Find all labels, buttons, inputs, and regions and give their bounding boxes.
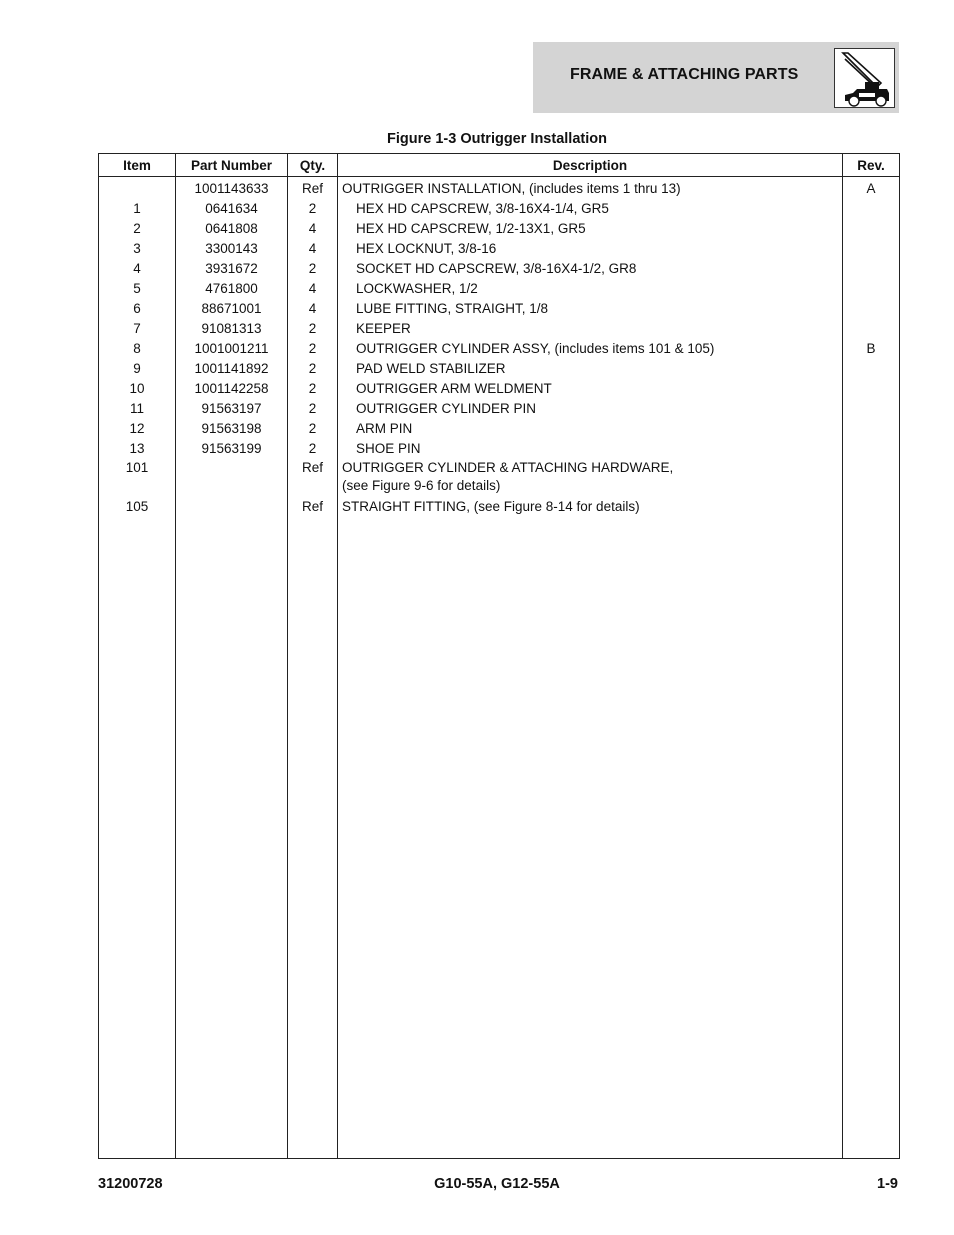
item-cell: 105	[125, 499, 149, 514]
rev-cell	[843, 459, 899, 497]
rev-cell	[843, 199, 899, 219]
description-cell	[338, 459, 842, 497]
qty-cell: 2	[308, 321, 317, 336]
part-number-cell: 91081313	[201, 321, 262, 336]
item-cell: 7	[133, 321, 141, 336]
column-header-qty: Qty.	[288, 154, 338, 177]
qty-cell: 2	[308, 421, 317, 436]
part-number-cell: 1001141892	[194, 361, 269, 376]
description-cell: LUBE FITTING, STRAIGHT, 1/8	[356, 301, 549, 316]
parts-table	[98, 153, 900, 1159]
qty-cell: 4	[308, 301, 317, 316]
item-cell: 6	[133, 301, 141, 316]
qty-cell: Ref	[301, 499, 323, 514]
description-cell: OUTRIGGER CYLINDER PIN	[356, 401, 537, 416]
qty-cell: 2	[308, 201, 317, 216]
item-cell: 13	[129, 441, 145, 456]
item-cell: 3	[133, 241, 141, 256]
footer-models: G10-55A, G12-55A	[434, 1176, 560, 1192]
description-line: OUTRIGGER CYLINDER & ATTACHING HARDWARE,	[342, 460, 674, 475]
table-header-row	[99, 154, 900, 177]
item-cell: 101	[125, 460, 149, 475]
rev-cell: B	[866, 341, 876, 356]
item-cell	[99, 179, 175, 199]
item-cell: 10	[129, 381, 145, 396]
part-number-cell: 0641634	[205, 201, 258, 216]
part-number-cell: 91563197	[201, 401, 262, 416]
part-number-cell: 0641808	[205, 221, 258, 236]
part-number-cell: 4761800	[205, 281, 258, 296]
description-cell: LOCKWASHER, 1/2	[356, 281, 478, 296]
part-number-cell: 91563198	[201, 421, 262, 436]
column-header-part-number: Part Number	[176, 154, 288, 177]
figure-title: Figure 1-3 Outrigger Installation	[387, 131, 607, 147]
rev-cell	[843, 319, 899, 339]
description-cell: SHOE PIN	[356, 441, 421, 456]
description-cell: PAD WELD STABILIZER	[356, 361, 506, 376]
description-cell: HEX HD CAPSCREW, 3/8-16X4-1/4, GR5	[356, 201, 609, 216]
footer-page-number: 1-9	[877, 1176, 898, 1192]
qty-cell: 4	[308, 281, 317, 296]
column-header-item: Item	[99, 154, 176, 177]
description-cell: STRAIGHT FITTING, (see Figure 8-14 for details)	[342, 499, 640, 514]
part-number-cell: 88671001	[201, 301, 262, 316]
part-number-cell: 1001142258	[194, 381, 269, 396]
rev-cell	[843, 439, 899, 459]
description-column	[338, 177, 843, 1159]
item-cell: 1	[133, 201, 141, 216]
section-header	[533, 42, 899, 113]
forklift-icon	[834, 48, 895, 108]
part-number-cell: 1001143633	[194, 181, 269, 196]
part-number-cell: 91563199	[201, 441, 262, 456]
qty-cell: 4	[308, 221, 317, 236]
qty-cell: Ref	[301, 460, 323, 475]
rev-cell	[843, 359, 899, 379]
rev-cell: A	[866, 181, 876, 196]
rev-column	[843, 177, 900, 1159]
part-number-cell: 3300143	[205, 241, 258, 256]
item-cell: 2	[133, 221, 141, 236]
column-header-description: Description	[338, 154, 843, 177]
rev-cell	[843, 419, 899, 439]
rev-cell	[843, 399, 899, 419]
qty-cell: 2	[308, 261, 317, 276]
qty-cell: 2	[308, 361, 317, 376]
description-cell: HEX HD CAPSCREW, 1/2-13X1, GR5	[356, 221, 586, 236]
item-cell: 8	[133, 341, 141, 356]
item-cell: 12	[129, 421, 145, 436]
item-cell: 9	[133, 361, 141, 376]
item-cell: 11	[129, 401, 144, 416]
item-cell: 5	[133, 281, 141, 296]
rev-cell	[843, 259, 899, 279]
description-cell: OUTRIGGER INSTALLATION, (includes items 1 thru 13)	[342, 181, 681, 196]
description-cell: ARM PIN	[356, 421, 413, 436]
item-cell: 4	[133, 261, 141, 276]
description-cell: KEEPER	[356, 321, 411, 336]
description-line: (see Figure 9-6 for details)	[342, 478, 501, 493]
qty-cell: 4	[308, 241, 317, 256]
part-number-cell: 1001001211	[194, 341, 269, 356]
item-column	[99, 177, 176, 1159]
rev-cell	[843, 299, 899, 319]
qty-cell: 2	[308, 441, 317, 456]
rev-cell	[843, 497, 899, 517]
section-title: FRAME & ATTACHING PARTS	[570, 66, 799, 83]
description-cell: OUTRIGGER CYLINDER ASSY, (includes items 101 & 105)	[356, 341, 715, 356]
rev-cell	[843, 219, 899, 239]
qty-column	[288, 177, 338, 1159]
column-header-rev: Rev.	[843, 154, 900, 177]
description-cell: OUTRIGGER ARM WELDMENT	[356, 381, 552, 396]
part-number-cell	[176, 459, 287, 497]
description-cell: SOCKET HD CAPSCREW, 3/8-16X4-1/2, GR8	[356, 261, 637, 276]
qty-cell: 2	[308, 381, 317, 396]
footer-doc-number: 31200728	[98, 1176, 163, 1192]
description-cell: HEX LOCKNUT, 3/8-16	[356, 241, 497, 256]
rev-cell	[843, 239, 899, 259]
part-number-cell: 3931672	[205, 261, 258, 276]
qty-cell: 2	[308, 401, 317, 416]
rev-cell	[843, 379, 899, 399]
part-number-column	[176, 177, 288, 1159]
table-body	[99, 177, 900, 1159]
rev-cell	[843, 279, 899, 299]
part-number-cell	[176, 497, 287, 517]
qty-cell: Ref	[301, 181, 323, 196]
qty-cell: 2	[308, 341, 317, 356]
